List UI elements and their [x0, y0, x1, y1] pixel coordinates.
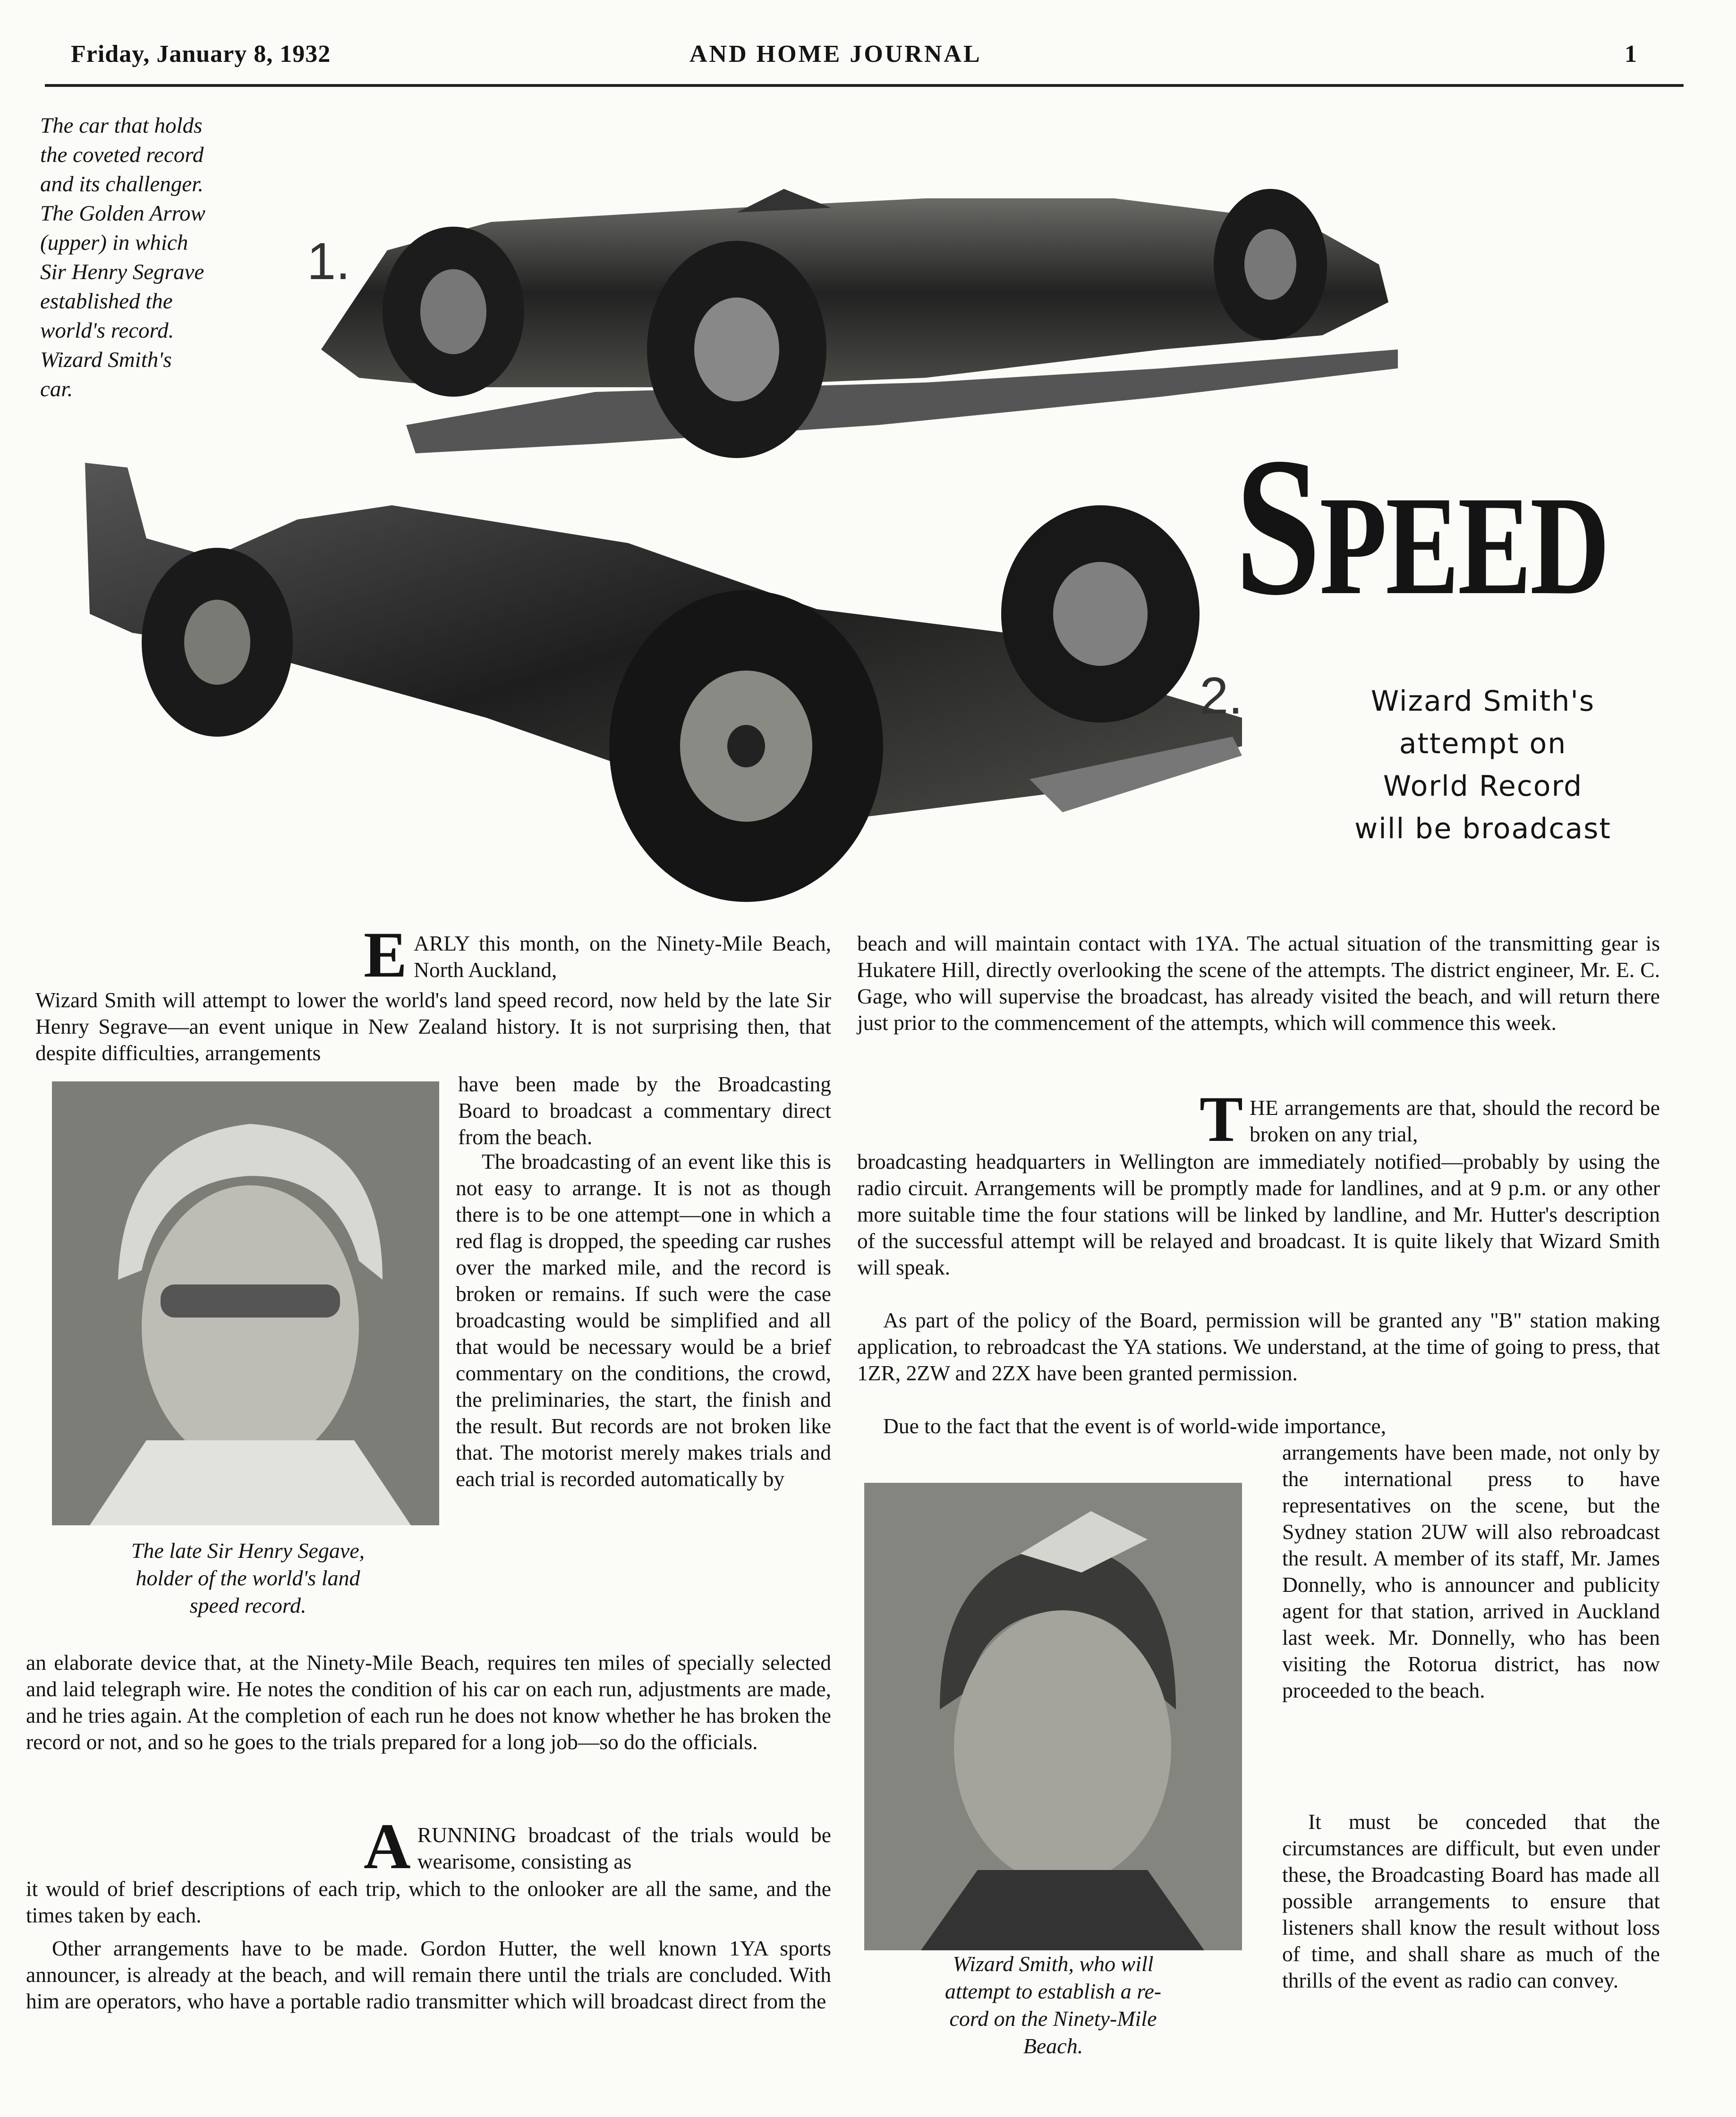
caption-line: attempt to establish a re- [945, 1979, 1162, 2003]
wizard-smith-photo-caption [874, 1950, 1233, 2060]
header-date: Friday, January 8, 1932 [71, 41, 331, 68]
headline-initial: S [1235, 417, 1320, 636]
segrave-portrait-image [52, 1081, 439, 1525]
caption-line: The car that holds [40, 113, 203, 138]
subheadline-line: will be broadcast [1354, 812, 1611, 845]
article-paragraph-6-rest: broadcasting headquarters in Wellington are immediately notified—probably by using the radio circuit. Arrangements will be promptly made for landlines, and at 9 p.m. or any other more suitable time the four stations will be linked by landline, and Mr. Hutter's description of the successful attempt will be relayed and broadcast. It is quite likely that Wizard Smith will speak. [857, 1149, 1660, 1279]
article-paragraph-5: beach and will maintain contact with 1YA. The actual situation of the transmitting gear is Hukatere Hill, directly overlooking the scene of the attempts. The district engineer, Mr. E. C. Gage, who will supervise the broadcast, has already visited the beach, and will return there just prior to the commencement of the attempts, which will commence this week. [857, 931, 1660, 1035]
article-paragraph-1 [364, 918, 831, 991]
drop-cap: E [364, 918, 408, 991]
segrave-portrait-photo [52, 1081, 439, 1525]
headline-speed [1235, 417, 1608, 636]
subheadline-line: Wizard Smith's [1370, 685, 1595, 718]
article-paragraph-6 [1200, 1083, 1660, 1155]
caption-line: Sir Henry Segrave [40, 260, 204, 284]
article-paragraph-7: As part of the policy of the Board, permission will be granted any "B" station making application, to rebroadcast the YA stations. We understand, at the time of going to press, that 1ZR, 2ZW and 2ZX have been granted permission. [857, 1308, 1660, 1385]
article-paragraph-2-continued: an elaborate device that, at the Ninety-Mile Beach, requires ten miles of specially selected and laid telegraph wire. He notes the condition of his car on each run, adjustments are made, and he tries again. At the completion of each run he does not know whether he has broken the record or not, and so he goes to the trials prepared for a long job—so do the officials. [26, 1650, 831, 1754]
car-label-1: 1. [307, 232, 350, 290]
caption-line: Beach. [1023, 2034, 1083, 2058]
article-paragraph-8: Due to the fact that the event is of world-wide importance, [883, 1414, 1387, 1438]
caption-line: cord on the Ninety-Mile [949, 2006, 1157, 2031]
segrave-photo-caption [64, 1537, 432, 1619]
subheadline-line: attempt on [1399, 727, 1567, 760]
subheadline [1313, 680, 1653, 850]
paragraph-lead: ARLY this month, on the Ninety-Mile Beach, North Auckland, [414, 931, 831, 982]
caption-line: established the [40, 289, 173, 314]
top-photo-caption [40, 111, 262, 404]
caption-line: The Golden Arrow [40, 201, 205, 226]
caption-line: The late Sir Henry Segave, [131, 1539, 365, 1563]
article-paragraph-2: The broadcasting of an event like this is not easy to arrange. It is not as though there is to be one attempt—one in which a red flag is dropped, the speeding car rushes over the marked mile, and the record is broken or remains. If such were the case broadcasting would be simplified and all that would be necessary would be a brief commentary on the conditions, the crowd, the preliminaries, the start, the finish and the result. But records are not broken like that. The motorist merely makes trials and each trial is recorded automatically by [456, 1149, 831, 1491]
article-paragraph-9: It must be conceded that the circumstances are difficult, but even under these, the Broadcasting Board has made all possible arrangements to ensure that listeners shall know the result without loss of time, and shall share as much of the thrills of the event as radio can convey. [1282, 1810, 1660, 1992]
headline-rest: PEED [1319, 467, 1608, 624]
header-journal-title: AND HOME JOURNAL [689, 41, 982, 68]
header-page-number: 1 [1625, 41, 1637, 68]
header-rule [45, 84, 1684, 87]
article-paragraph-1-continued: have been made by the Broadcasting Board to broadcast a commentary direct from the beach. [458, 1072, 831, 1149]
caption-line: Wizard Smith, who will [953, 1952, 1154, 1976]
caption-line: and its challenger. [40, 172, 204, 196]
article-paragraph-4: Other arrangements have to be made. Gordon Hutter, the well known 1YA sports announcer, is already at the beach, and will remain there until the trials are concluded. With him are operators, who have a portable radio transmitter which will broadcast direct from the [26, 1936, 831, 2013]
caption-line: car. [40, 377, 73, 401]
article-paragraph-1-rest: Wizard Smith will attempt to lower the world's land speed record, now held by the late Sir Henry Segrave—an event unique in New Zealand history. It is not surprising then, that despite difficulties, arrangements [35, 988, 831, 1065]
drop-cap: T [1200, 1083, 1243, 1155]
wizard-smith-portrait-image [864, 1483, 1242, 1950]
caption-line: holder of the world's land [136, 1566, 360, 1590]
article-paragraph-3 [364, 1810, 831, 1882]
car-label-2: 2. [1200, 667, 1243, 725]
caption-line: the coveted record [40, 143, 204, 167]
paragraph-lead: HE arrangements are that, should the record be broken on any trial, [1250, 1096, 1660, 1146]
drop-cap: A [364, 1810, 411, 1882]
caption-line: world's record. [40, 318, 174, 343]
article-paragraph-3-rest: it would of brief descriptions of each trip, which to the onlooker are all the same, and the times taken by each. [26, 1877, 831, 1927]
subheadline-line: World Record [1383, 770, 1583, 803]
wizard-smith-portrait-photo [864, 1483, 1242, 1950]
paragraph-lead: RUNNING broadcast of the trials would be wearisome, consisting as [417, 1823, 831, 1873]
caption-line: Wizard Smith's [40, 348, 172, 372]
wizard-smith-car-image [61, 453, 1270, 907]
caption-line: speed record. [189, 1593, 306, 1617]
article-paragraph-8-continued: arrangements have been made, not only by the international press to have representatives on the scene, but the Sydney station 2UW will also rebroadcast the result. A member of its staff, Mr. James Donnelly, who is announcer and publicity agent for that station, arrived in Auckland last week. Mr. Donnelly, who has been visiting the Rotorua district, has now proceeded to the beach. [1282, 1440, 1660, 1702]
caption-line: (upper) in which [40, 230, 188, 255]
